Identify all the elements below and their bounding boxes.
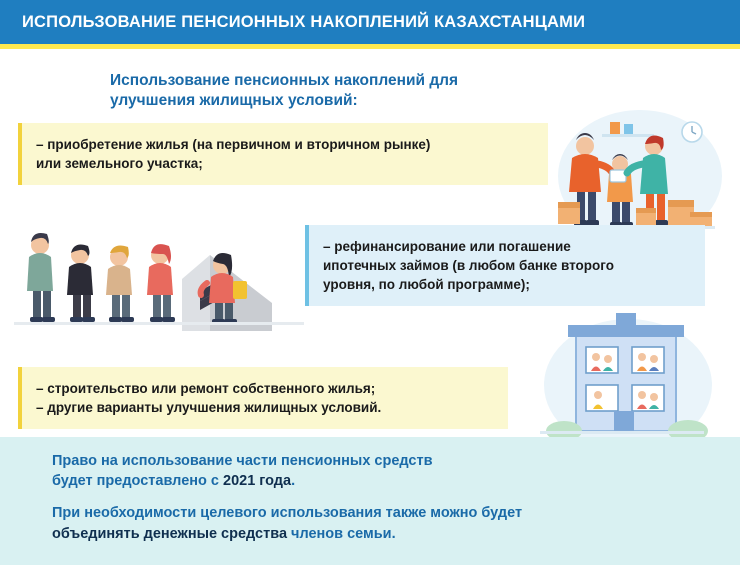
footer-p2-line1: При необходимости целевого использования также можно будет [52, 505, 523, 521]
header-bar [0, 0, 740, 44]
box-construction [18, 367, 508, 429]
box-construction-line-1: – строительство или ремонт собственного жилья; [36, 381, 376, 396]
people-queue-counter-illustration [14, 195, 304, 345]
box-purchase [18, 123, 548, 185]
page-title: ИСПОЛЬЗОВАНИЕ ПЕНСИОННЫХ НАКОПЛЕНИЙ КАЗАХСТАНЦАМИ [22, 12, 586, 31]
box-purchase-line-2: или земельного участка; [36, 156, 203, 171]
footer-p1-text: будет предоставлено с [52, 473, 223, 489]
box-refinance-line-1: – рефинансирование или погашение [323, 239, 571, 254]
footer-paragraph-2 [52, 503, 702, 545]
footer-panel [0, 437, 740, 565]
box-refinance [305, 225, 705, 306]
subtitle-line-1: Использование пенсионных накоплений для [110, 72, 459, 89]
footer-p2-line2 [52, 524, 702, 545]
box-construction-line-2: – другие варианты улучшения жилищных условий. [36, 400, 382, 415]
footer-p1-highlight: 2021 года [223, 473, 292, 489]
subtitle-line-2: улучшения жилищных условий: [110, 92, 358, 109]
footer-p1-period: . [291, 473, 296, 489]
box-refinance-line-2: ипотечных займов (в любом банке второго [323, 258, 614, 273]
footer-p2-text: членов семьи. [287, 526, 396, 542]
footer-p1-line2 [52, 471, 692, 491]
footer-p2-highlight: объединять денежные средства [52, 526, 288, 542]
footer-paragraph-1 [52, 451, 692, 491]
subtitle [110, 71, 580, 111]
box-purchase-line-1: – приобретение жилья (на первичном и вторичном рынке) [36, 137, 431, 152]
box-refinance-line-3: уровня, по любой программе); [323, 277, 530, 292]
footer-p1-line1: Право на использование части пенсионных средств [52, 453, 433, 469]
